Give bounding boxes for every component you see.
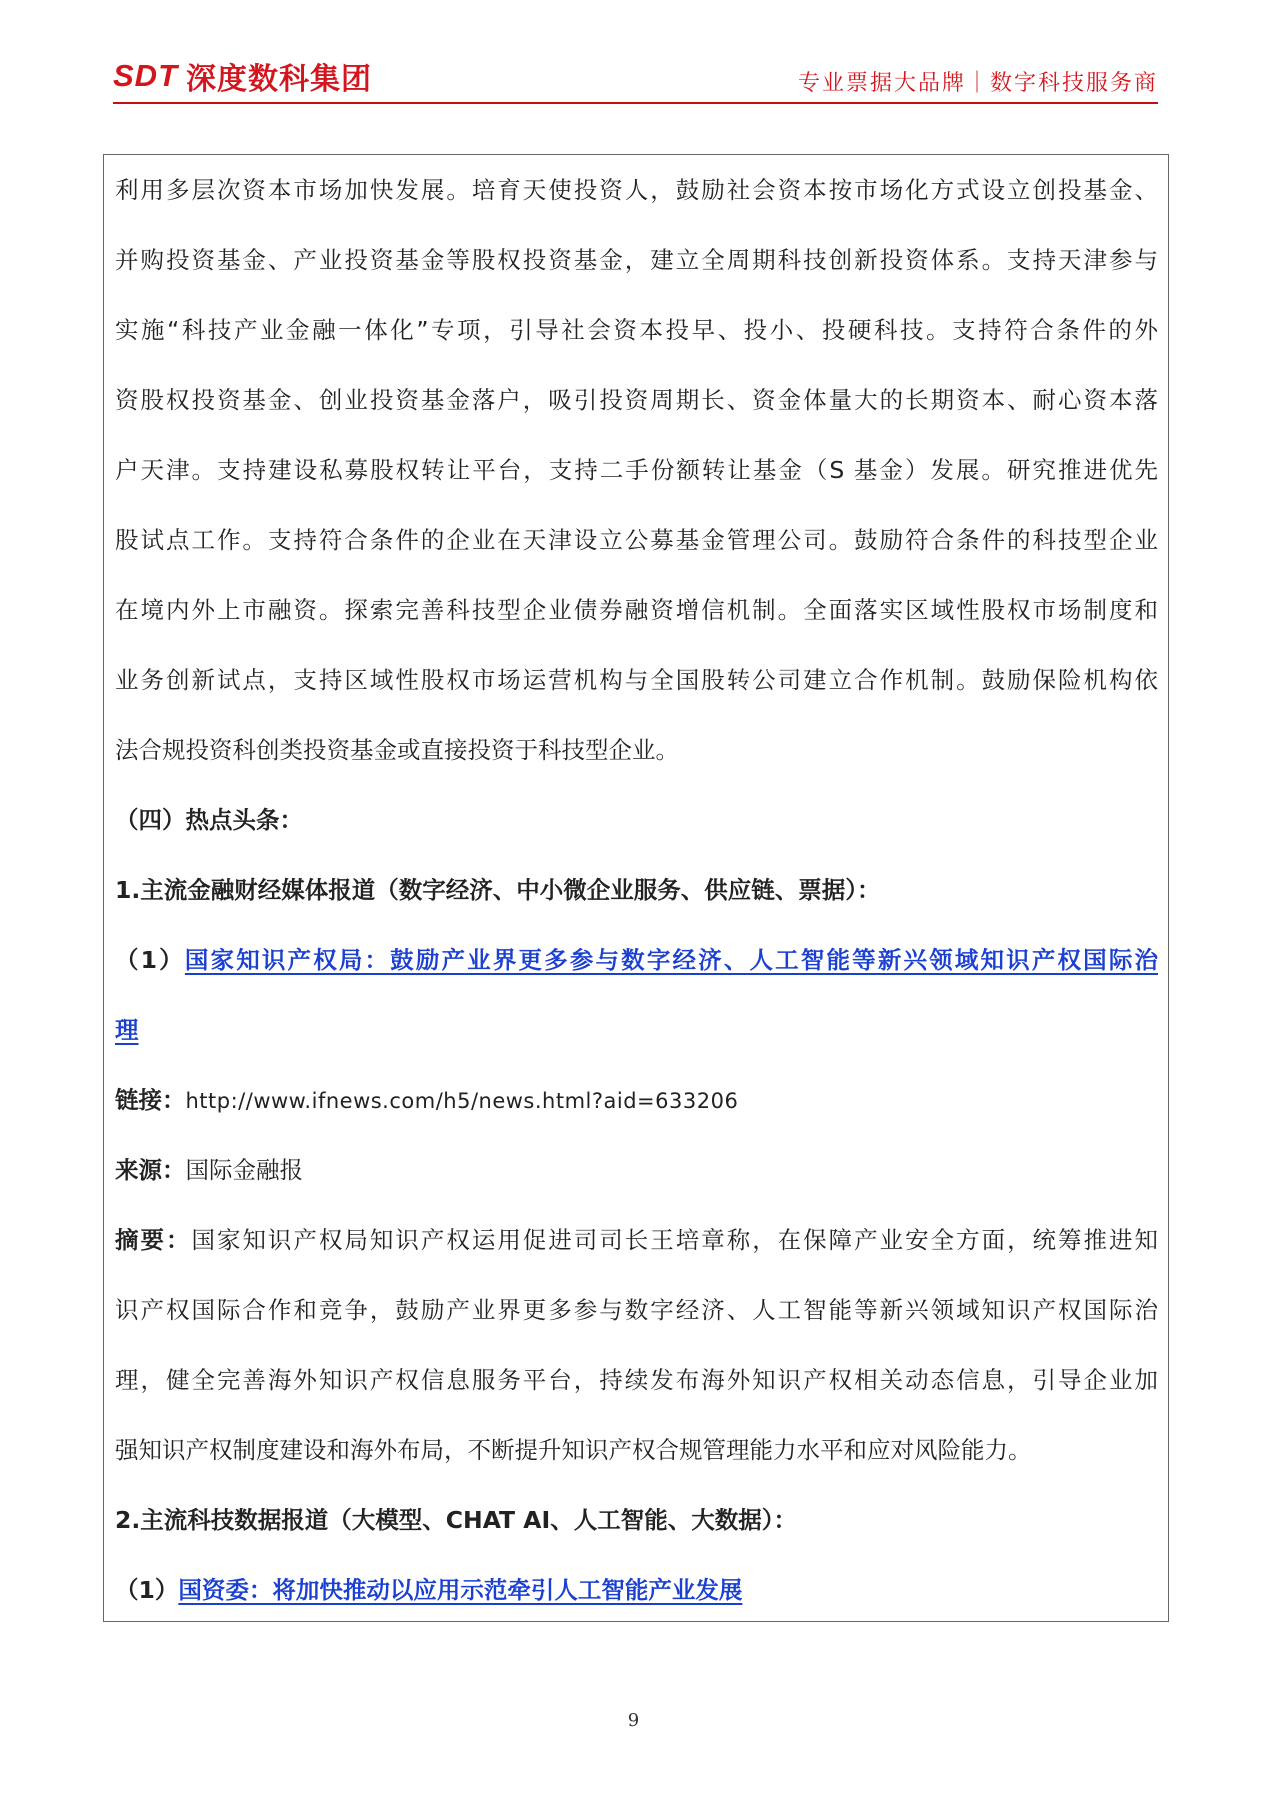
section-heading: （四）热点头条： — [115, 806, 303, 834]
summary-line — [115, 1205, 1158, 1275]
paragraph-line: 户天津。支持建设私募股权转让平台，支持二手份额转让基金（S 基金）发展。研究推进优先 — [115, 456, 1158, 484]
logo-mark: SDT — [113, 58, 178, 93]
content-body — [115, 155, 1158, 1625]
paragraph-line: 业务创新试点，支持区域性股权市场运营机构与全国股转公司建立合作机制。鼓励保险机构依 — [115, 666, 1158, 694]
summary-text: 国家知识产权局知识产权运用促进司司长王培章称，在保障产业安全方面，统筹推进知 — [191, 1226, 1158, 1254]
news-item-2-title — [115, 1555, 1158, 1625]
source-value: 国际金融报 — [185, 1156, 303, 1184]
content-box — [103, 154, 1169, 1622]
link-label: 链接： — [115, 1086, 186, 1114]
news-link-2[interactable]: 国资委：将加快推动以应用示范牵引人工智能产业发展 — [178, 1576, 743, 1604]
page-number: 9 — [627, 1710, 640, 1731]
page-header — [113, 52, 1158, 104]
item-prefix: （1） — [115, 1576, 179, 1604]
paragraph-line: 法合规投资科创类投资基金或直接投资于科技型企业。 — [115, 736, 679, 764]
item-prefix: （1） — [115, 946, 185, 974]
paragraph-line: 利用多层次资本市场加快发展。培育天使投资人，鼓励社会资本按市场化方式设立创投基金、 — [115, 176, 1158, 204]
paragraph-line: 实施“科技产业金融一体化”专项，引导社会资本投早、投小、投硬科技。支持符合条件的外 — [115, 316, 1158, 344]
summary-label: 摘要： — [115, 1226, 192, 1254]
topic-heading-2: 2.主流科技数据报道（大模型、CHAT AI、人工智能、大数据）： — [115, 1506, 797, 1534]
summary-line: 强知识产权制度建设和海外布局，不断提升知识产权合规管理能力水平和应对风险能力。 — [115, 1436, 1032, 1464]
source-label: 来源： — [115, 1156, 186, 1184]
news-item-1-title — [115, 925, 1158, 995]
news-link-1-cont[interactable]: 理 — [115, 1016, 139, 1044]
header-slogan: 专业票据大品牌｜数字科技服务商 — [797, 71, 1158, 96]
logo-name: 深度数科集团 — [186, 62, 372, 97]
paragraph-line: 并购投资基金、产业投资基金等股权投资基金，建立全周期科技创新投资体系。支持天津参与 — [115, 246, 1158, 274]
link-url[interactable]: http://www.ifnews.com/h5/news.html?aid=633206 — [185, 1089, 739, 1113]
news-link-1[interactable]: 国家知识产权局：鼓励产业界更多参与数字经济、人工智能等新兴领域知识产权国际治 — [184, 946, 1158, 974]
news-item-1-title-cont — [115, 995, 1158, 1065]
paragraph-line: 在境内外上市融资。探索完善科技型企业债券融资增信机制。全面落实区域性股权市场制度和 — [115, 596, 1158, 624]
source-row — [115, 1135, 1158, 1205]
summary-line: 理，健全完善海外知识产权信息服务平台，持续发布海外知识产权相关动态信息，引导企业加 — [115, 1366, 1158, 1394]
paragraph-line: 资股权投资基金、创业投资基金落户，吸引投资周期长、资金体量大的长期资本、耐心资本落 — [115, 386, 1158, 414]
topic-heading-1: 1.主流金融财经媒体报道（数字经济、中小微企业服务、供应链、票据）： — [115, 876, 881, 904]
company-logo — [113, 58, 372, 97]
summary-line: 识产权国际合作和竞争，鼓励产业界更多参与数字经济、人工智能等新兴领域知识产权国际治 — [115, 1296, 1158, 1324]
link-row — [115, 1065, 1158, 1135]
paragraph-line: 股试点工作。支持符合条件的企业在天津设立公募基金管理公司。鼓励符合条件的科技型企业 — [115, 526, 1158, 554]
